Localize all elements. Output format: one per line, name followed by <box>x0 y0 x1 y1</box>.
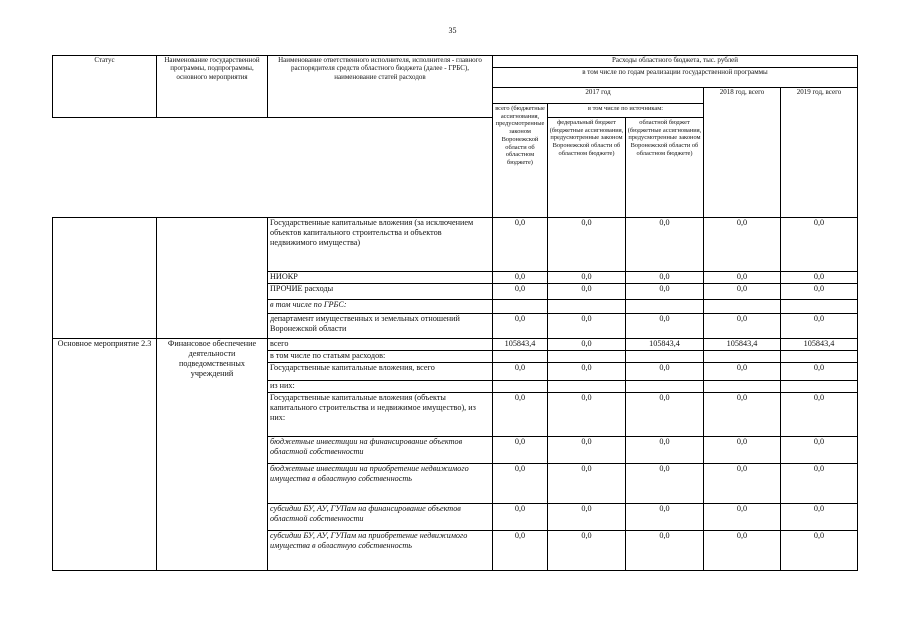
header-executor: Наименование ответственного исполнителя, исполнителя - главного распорядителя средств областного бюджета (далее - ГРБС), наименование статей расходов <box>268 56 493 118</box>
value-cell: 0,0 <box>493 314 548 339</box>
status-cell: Основное мероприятие 2.3 <box>53 339 157 571</box>
value-cell: 0,0 <box>704 464 781 504</box>
value-cell: 0,0 <box>704 314 781 339</box>
value-cell: 0,0 <box>781 218 858 272</box>
value-cell: 0,0 <box>704 363 781 381</box>
table-row <box>53 218 858 272</box>
program-cell <box>157 218 268 339</box>
value-cell: 0,0 <box>548 393 626 437</box>
table-row <box>53 339 858 351</box>
row-label: НИОКР <box>268 272 493 284</box>
value-cell: 0,0 <box>626 272 704 284</box>
value-cell: 0,0 <box>493 464 548 504</box>
value-cell: 0,0 <box>548 272 626 284</box>
value-cell: 0,0 <box>781 363 858 381</box>
row-label: бюджетные инвестиции на приобретение недвижимого имущества в областную собственность <box>268 464 493 504</box>
program-cell: Финансовое обеспечение деятельности подведомственных учреждений <box>157 339 268 571</box>
value-cell: 0,0 <box>493 393 548 437</box>
value-cell: 0,0 <box>493 437 548 464</box>
value-cell: 0,0 <box>781 284 858 300</box>
value-cell: 0,0 <box>704 393 781 437</box>
value-cell: 0,0 <box>548 363 626 381</box>
value-cell: 0,0 <box>781 272 858 284</box>
row-label: в том числе по статьям расходов: <box>268 351 493 363</box>
value-cell: 0,0 <box>548 284 626 300</box>
header-federal: федеральный бюджет (бюджетные ассигнования, предусмотренные законом Воронежской области об областном бюджете) <box>548 118 626 218</box>
value-cell: 0,0 <box>781 464 858 504</box>
header-expenses: Расходы областного бюджета, тыс. рублей <box>493 56 858 68</box>
header-year-2019: 2019 год, всего <box>781 88 858 218</box>
value-cell: 0,0 <box>781 393 858 437</box>
row-label: Государственные капитальные вложения (за исключением объектов капитального строительства и объектов недвижимого имущества) <box>268 218 493 272</box>
budget-table <box>52 55 858 571</box>
value-cell: 105843,4 <box>704 339 781 351</box>
value-cell: 0,0 <box>548 218 626 272</box>
value-cell: 105843,4 <box>493 339 548 351</box>
value-cell: 0,0 <box>626 284 704 300</box>
value-cell: 0,0 <box>493 504 548 531</box>
value-cell: 0,0 <box>704 218 781 272</box>
header-year-2017: 2017 год <box>493 88 704 104</box>
value-cell: 0,0 <box>548 314 626 339</box>
header-by-sources: в том числе по источникам: <box>548 104 704 118</box>
header-year-2018: 2018 год, всего <box>704 88 781 218</box>
value-cell: 0,0 <box>626 437 704 464</box>
value-cell: 105843,4 <box>781 339 858 351</box>
value-cell: 0,0 <box>626 393 704 437</box>
value-cell: 0,0 <box>626 504 704 531</box>
value-cell: 0,0 <box>493 218 548 272</box>
value-cell: 0,0 <box>493 284 548 300</box>
row-label: субсидии БУ, АУ, ГУПам на приобретение недвижимого имущества в областную собственность <box>268 531 493 571</box>
value-cell: 0,0 <box>704 284 781 300</box>
value-cell: 0,0 <box>704 531 781 571</box>
value-cell: 0,0 <box>493 272 548 284</box>
value-cell: 0,0 <box>704 437 781 464</box>
page-number: 35 <box>448 26 457 35</box>
row-label: в том числе по ГРБС: <box>268 300 493 314</box>
header-program: Наименование государственной программы, подпрограммы, основного мероприятия <box>157 56 268 118</box>
value-cell: 0,0 <box>626 464 704 504</box>
value-cell: 0,0 <box>704 272 781 284</box>
row-label: бюджетные инвестиции на финансирование объектов областной собственности <box>268 437 493 464</box>
value-cell: 0,0 <box>704 504 781 531</box>
value-cell: 0,0 <box>626 363 704 381</box>
row-label: Государственные капитальные вложения (объекты капитального строительства и недвижимое имущество), из них: <box>268 393 493 437</box>
row-label: из них: <box>268 381 493 393</box>
value-cell: 0,0 <box>781 437 858 464</box>
value-cell: 0,0 <box>548 464 626 504</box>
value-cell: 0,0 <box>548 339 626 351</box>
value-cell: 0,0 <box>548 531 626 571</box>
value-cell: 0,0 <box>493 531 548 571</box>
header-status: Статус <box>53 56 157 118</box>
value-cell: 0,0 <box>781 504 858 531</box>
value-cell: 0,0 <box>493 363 548 381</box>
value-cell: 0,0 <box>781 314 858 339</box>
row-label: департамент имущественных и земельных отношений Воронежской области <box>268 314 493 339</box>
row-label: Государственные капитальные вложения, всего <box>268 363 493 381</box>
row-label: субсидии БУ, АУ, ГУПам на финансирование объектов областной собственности <box>268 504 493 531</box>
header-by-years: в том числе по годам реализации государственной программы <box>493 68 858 88</box>
value-cell: 0,0 <box>781 531 858 571</box>
value-cell: 105843,4 <box>626 339 704 351</box>
value-cell: 0,0 <box>548 504 626 531</box>
row-label: ПРОЧИЕ расходы <box>268 284 493 300</box>
row-label: всего <box>268 339 493 351</box>
value-cell: 0,0 <box>626 218 704 272</box>
value-cell: 0,0 <box>626 314 704 339</box>
header-regional: областной бюджет (бюджетные ассигнования, предусмотренные законом Воронежской области об областном бюджете) <box>626 118 704 218</box>
status-cell <box>53 218 157 339</box>
value-cell: 0,0 <box>626 531 704 571</box>
header-total-2017: всего (бюджетные ассигнования, предусмотренные законом Воронежской области об областном бюджете) <box>493 104 548 218</box>
value-cell: 0,0 <box>548 437 626 464</box>
